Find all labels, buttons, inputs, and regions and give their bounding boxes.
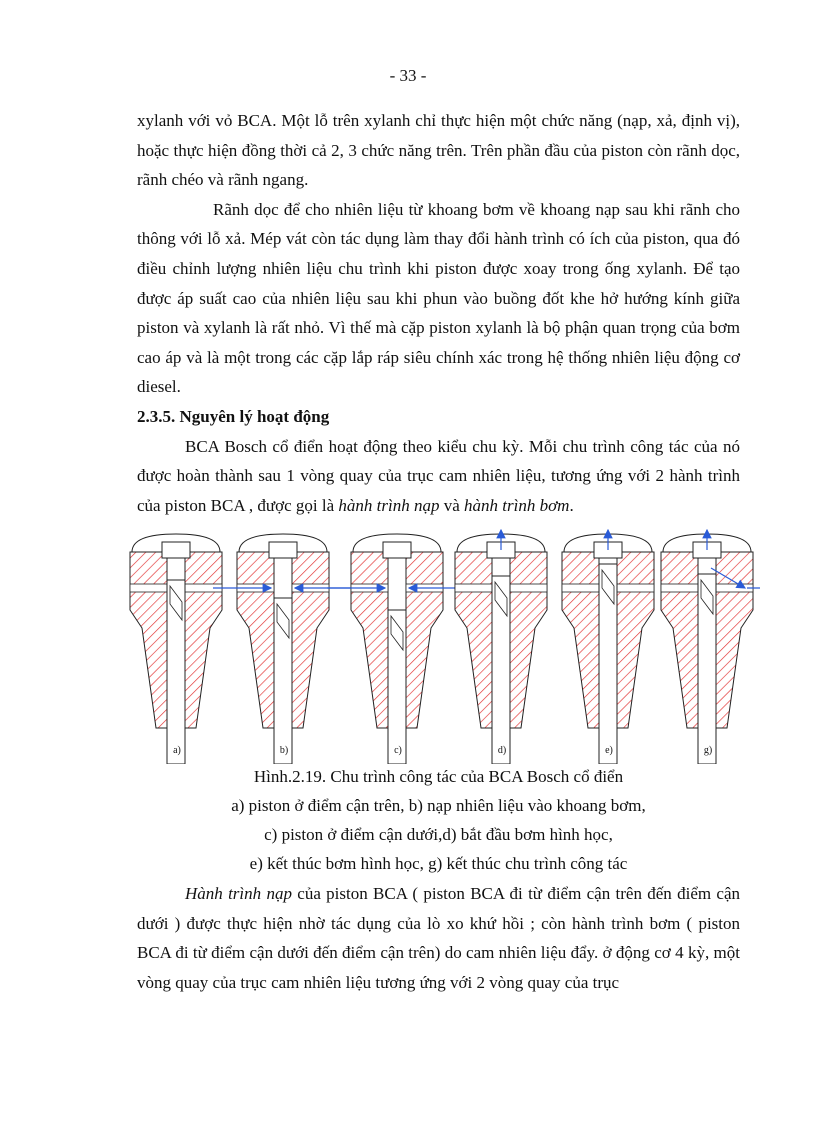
paragraph-2: Rãnh dọc để cho nhiên liệu từ khoang bơm về khoang nạp sau khi rãnh cho thông với lỗ xả. Mép vát còn tác dụng làm thay đổi hành trình có ích của piston, qua đó điều chỉnh lượng nhiên liệu chu trình khi piston được xoay trong ống xylanh. Để tạo được áp suất cao của nhiên liệu sau khi phun vào buồng đốt khe hở hướng kính giữa piston và xylanh là rất nhỏ. Vì thế mà cặp piston xylanh là bộ phận quan trọng của bơm cao áp và là một trong các cặp lắp ráp siêu chính xác trong hệ thống nhiên liệu động cơ diesel.: [137, 199, 740, 397]
paragraph-3-text-b: và: [439, 495, 465, 515]
caption-line-1: a) piston ở điểm cận trên, b) nạp nhiên liệu vào khoang bơm,: [231, 796, 646, 815]
body-text-bottom: [137, 879, 740, 997]
delivery-valve: [383, 542, 411, 558]
inlet-port: [661, 584, 698, 592]
caption-line-3: e) kết thúc bơm hình học, g) kết thúc chu trình công tác: [249, 854, 628, 873]
delivery-valve: [162, 542, 190, 558]
barrel-wall-right: [510, 552, 547, 728]
subfigure-label-a: a): [173, 745, 181, 756]
subfigure-label-c: c): [394, 745, 402, 756]
barrel-wall-left: [237, 552, 274, 728]
barrel-wall-left: [130, 552, 167, 728]
barrel-wall-left: [455, 552, 492, 728]
paragraph-4: [137, 879, 740, 997]
barrel-wall-right: [716, 552, 753, 728]
paragraph-1: xylanh với vỏ BCA. Một lỗ trên xylanh chỉ thực hiện một chức năng (nạp, xả, định vị), hoặc thực hiện đồng thời cả 2, 3 chức năng trên. Trên phần đầu của piston còn rãnh dọc, rãnh chéo và rãnh ngang.: [137, 111, 740, 190]
pump-cycle-figure: [120, 528, 760, 764]
pump-element-1: [130, 534, 222, 764]
barrel-wall-right: [292, 552, 329, 728]
paragraph-3-text-c: .: [569, 495, 574, 515]
spill-port: [617, 584, 654, 592]
subfigure-label-e: e): [605, 745, 613, 756]
figure-subfigure-labels: [120, 745, 760, 761]
paragraph-4-text: của piston BCA ( piston BCA đi từ điểm cận trên đến điểm cận dưới ) được thực hiện nhờ tác dụng của lò xo khứ hồi ; còn hành trình bơm ( piston BCA đi từ điểm cận dưới đến điểm cận trên) do cam nhiên liệu đẩy. ở động cơ 4 kỳ, một vòng quay của trục cam nhiên liệu tương ứng với 2 vòng quay của trục: [137, 884, 740, 992]
figure-caption: [137, 762, 740, 878]
pump-element-3: [327, 534, 467, 764]
barrel-wall-right: [617, 552, 654, 728]
delivery-valve: [269, 542, 297, 558]
barrel-wall-left: [661, 552, 698, 728]
barrel-wall-left: [562, 552, 599, 728]
barrel-wall-right: [185, 552, 222, 728]
pump-element-5: [562, 530, 654, 764]
subfigure-label-b: b): [279, 745, 289, 756]
inlet-port: [455, 584, 492, 592]
barrel-wall-right: [406, 552, 443, 728]
inlet-port: [562, 584, 599, 592]
pump-element-6: [661, 530, 760, 764]
pump-element-4: [455, 530, 547, 764]
subfigure-label-g: g): [703, 745, 713, 756]
term-intake-stroke: hành trình nạp: [338, 495, 440, 515]
page-number: - 33 -: [389, 66, 427, 85]
inlet-port: [130, 584, 167, 592]
section-heading: 2.3.5. Nguyên lý hoạt động: [137, 406, 330, 426]
term-pump-stroke: hành trình bơm: [464, 495, 570, 515]
term-intake-stroke-2: Hành trình nạp: [185, 884, 292, 903]
caption-line-2: c) piston ở điểm cận dưới,d) bắt đầu bơm hình học,: [264, 825, 613, 844]
paragraph-3-text-a: BCA Bosch cổ điển hoạt động theo kiểu chu kỳ. Mỗi chu trình công tác của nó được hoàn thành sau 1 vòng quay của trục cam nhiên liệu, tương ứng với 2 hành trình của piston BCA , được gọi là: [137, 436, 740, 515]
body-text-top: [137, 106, 740, 520]
barrel-wall-left: [351, 552, 388, 728]
pump-element-2: [213, 534, 353, 764]
paragraph-3: [137, 432, 740, 521]
spill-port: [510, 584, 547, 592]
subfigure-label-d: d): [497, 745, 507, 756]
caption-title: Hình.2.19. Chu trình công tác của BCA Bosch cổ điển: [253, 767, 624, 786]
